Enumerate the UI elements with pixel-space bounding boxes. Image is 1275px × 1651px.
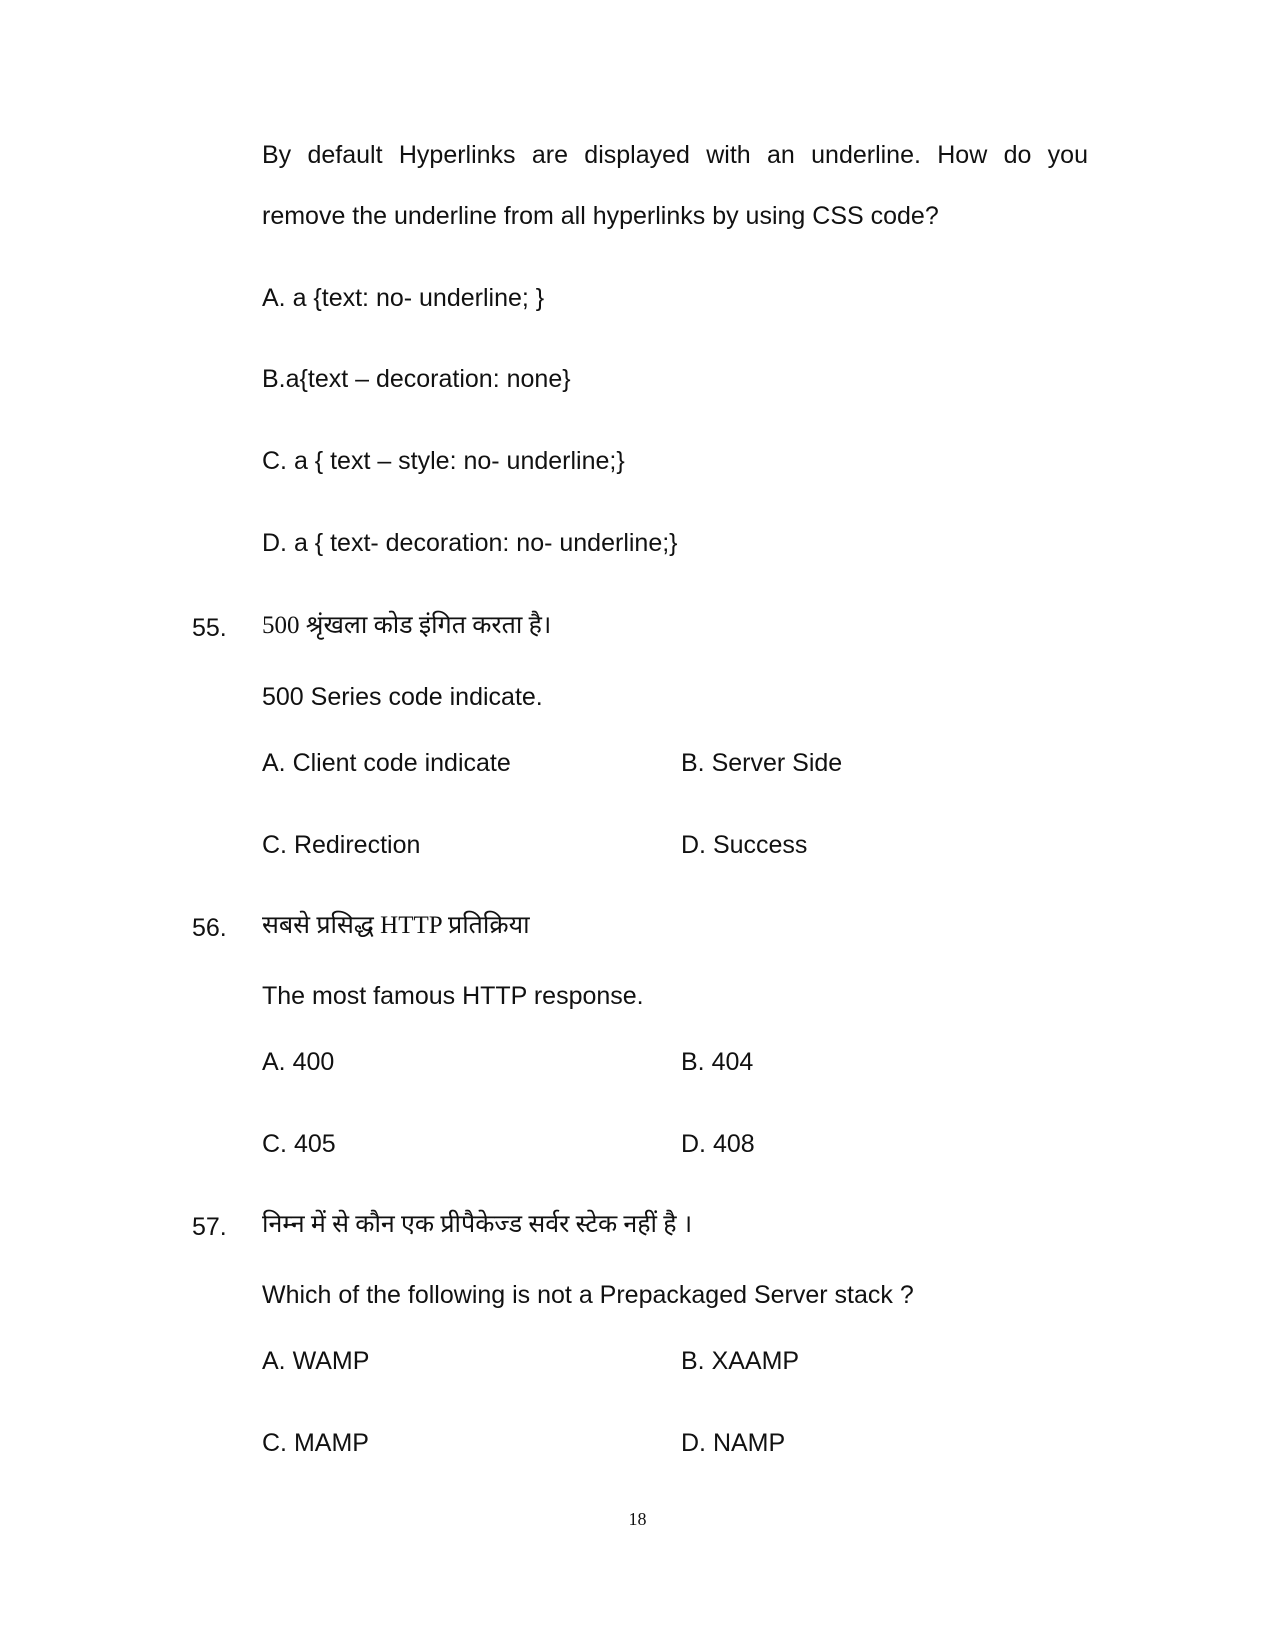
q57-number: 57. xyxy=(192,1213,227,1241)
q54-option-c: C. a { text – style: no- underline;} xyxy=(262,447,625,475)
q55-option-d: D. Success xyxy=(681,831,808,859)
q56-option-a: A. 400 xyxy=(262,1048,335,1076)
q56-number: 56. xyxy=(192,914,227,942)
q57-option-b: B. XAAMP xyxy=(681,1347,800,1375)
q54-option-d: D. a { text- decoration: no- underline;} xyxy=(262,529,678,557)
q55-option-b: B. Server Side xyxy=(681,749,843,777)
q57-option-a: A. WAMP xyxy=(262,1347,370,1375)
q56-option-b: B. 404 xyxy=(681,1048,754,1076)
q54-question-line-1: By default Hyperlinks are displayed with an underline. How do you xyxy=(262,141,1088,169)
q55-option-c: C. Redirection xyxy=(262,831,421,859)
q56-question-hindi: सबसे प्रसिद्ध HTTP प्रतिक्रिया xyxy=(262,912,530,939)
q57-question-english: Which of the following is not a Prepackaged Server stack ? xyxy=(262,1281,914,1309)
q55-question-hindi: 500 श्रृंखला कोड इंगित करता है। xyxy=(262,612,552,639)
q56-option-d: D. 408 xyxy=(681,1130,755,1158)
q55-option-a: A. Client code indicate xyxy=(262,749,511,777)
q54-option-b: B.a{text – decoration: none} xyxy=(262,365,571,393)
q57-option-d: D. NAMP xyxy=(681,1429,786,1457)
page-number: 18 xyxy=(628,1509,647,1529)
q55-question-english: 500 Series code indicate. xyxy=(262,683,543,711)
q57-question-hindi: निम्न में से कौन एक प्रीपैकेज्ड सर्वर स्टेक नहीं है । xyxy=(262,1211,693,1238)
q56-question-english: The most famous HTTP response. xyxy=(262,982,644,1010)
q54-question-line-2: remove the underline from all hyperlinks by using CSS code? xyxy=(262,202,939,230)
q56-option-c: C. 405 xyxy=(262,1130,336,1158)
q57-option-c: C. MAMP xyxy=(262,1429,369,1457)
q55-number: 55. xyxy=(192,614,227,642)
q54-option-a: A. a {text: no- underline; } xyxy=(262,284,545,312)
